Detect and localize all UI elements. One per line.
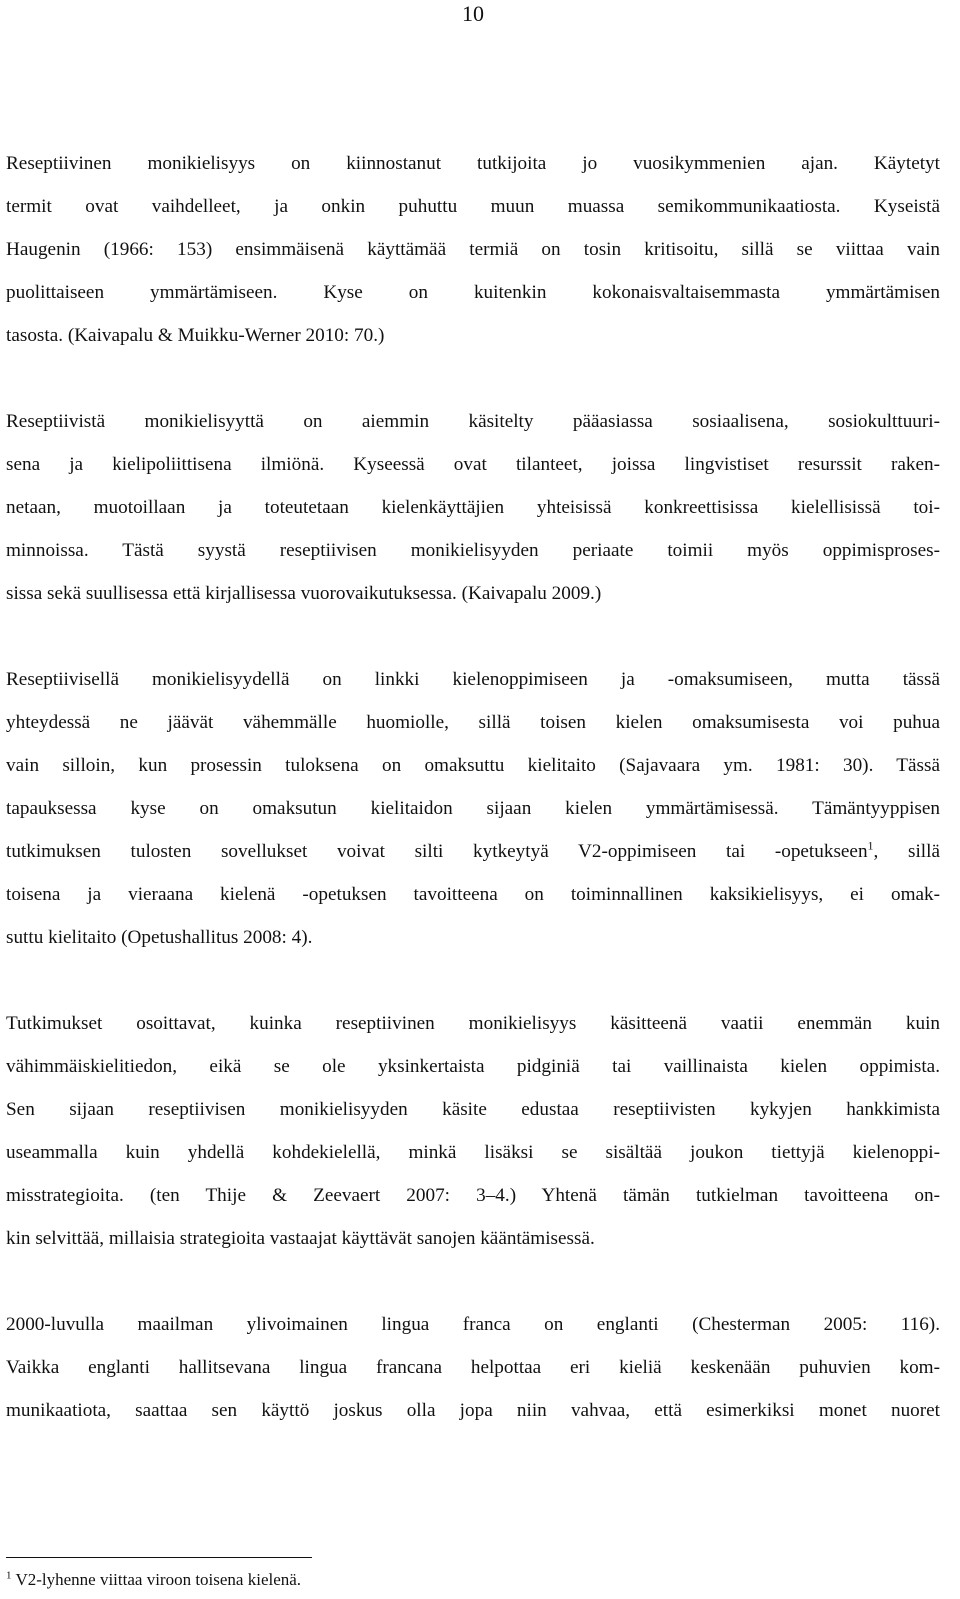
text-line: suttu kielitaito (Opetushallitus 2008: 4). bbox=[6, 927, 313, 948]
paragraph bbox=[6, 142, 940, 357]
footnote-divider bbox=[6, 1557, 312, 1558]
paragraph bbox=[6, 658, 940, 959]
paragraph bbox=[6, 1002, 940, 1260]
text-line-with-footnote bbox=[6, 830, 940, 873]
paragraph bbox=[6, 400, 940, 615]
text-line: sissa sekä suullisessa että kirjallisessa vuorovaikutuksessa. (Kaivapalu 2009.) bbox=[6, 583, 602, 604]
text-line: vain silloin, kun prosessin tuloksena on omaksuttu kielitaito (Sajavaara ym. 1981: 30). Tässä bbox=[6, 755, 940, 776]
text-line: Reseptiivinen monikielisyys on kiinnostanut tutkijoita jo vuosikymmenien ajan. Käytetyt bbox=[6, 153, 940, 174]
body-text bbox=[6, 142, 940, 1432]
text-line: Haugenin (1966: 153) ensimmäisenä käyttämää termiä on tosin kritisoitu, sillä se viittaa vain bbox=[6, 239, 940, 260]
footnote bbox=[6, 1568, 301, 1592]
text-line: minnoissa. Tästä syystä reseptiivisen monikielisyyden periaate toimii myös oppimisproses- bbox=[6, 540, 940, 561]
text-line: yhteydessä ne jäävät vähemmälle huomiolle, sillä toisen kielen omaksumisesta voi puhua bbox=[6, 712, 940, 733]
page-number: 10 bbox=[462, 1, 484, 26]
text-line: 2000-luvulla maailman ylivoimainen lingua franca on englanti (Chesterman 2005: 116). bbox=[6, 1314, 940, 1335]
text-line: munikaatiota, saattaa sen käyttö joskus olla jopa niin vahvaa, että esimerkiksi monet nuoret bbox=[6, 1400, 940, 1421]
footnote-text: V2-lyhenne viittaa viroon toisena kielenä. bbox=[15, 1570, 302, 1589]
text-line: Reseptiivisellä monikielisyydellä on linkki kielenoppimiseen ja -omaksumiseen, mutta tässä bbox=[6, 669, 940, 690]
text-line: tasosta. (Kaivapalu & Muikku-Werner 2010: 70.) bbox=[6, 325, 385, 346]
text-line: vähimmäiskielitiedon, eikä se ole yksinkertaista pidginiä tai vaillinaista kielen oppimista. bbox=[6, 1056, 940, 1077]
text-line: useammalla kuin yhdellä kohdekielellä, minkä lisäksi se sisältää joukon tiettyjä kielenoppi- bbox=[6, 1142, 940, 1163]
text-line: toisena ja vieraana kielenä -opetuksen tavoitteena on toiminnallinen kaksikielisyys, ei omak- bbox=[6, 884, 940, 905]
text-line: tapauksessa kyse on omaksutun kielitaidon sijaan kielen ymmärtämisessä. Tämäntyyppisen bbox=[6, 798, 940, 819]
text-segment: tutkimuksen tulosten sovellukset voivat silti kytkeytyä V2-oppimiseen tai -opetukseen bbox=[6, 841, 868, 862]
text-line: netaan, muotoillaan ja toteutetaan kielenkäyttäjien yhteisissä konkreettisissa kielellisissä toi- bbox=[6, 497, 940, 518]
footnote-reference[interactable]: 1 bbox=[867, 838, 874, 853]
paragraph bbox=[6, 1303, 940, 1432]
text-line: Sen sijaan reseptiivisen monikielisyyden käsite edustaa reseptiivisten kykyjen hankkimista bbox=[6, 1099, 940, 1120]
text-segment: , sillä bbox=[873, 841, 940, 862]
text-line: misstrategioita. (ten Thije & Zeevaert 2007: 3–4.) Yhtenä tämän tutkielman tavoitteena on- bbox=[6, 1185, 940, 1206]
text-line: kin selvittää, millaisia strategioita vastaajat käyttävät sanojen kääntämisessä. bbox=[6, 1228, 595, 1249]
text-line: puolittaiseen ymmärtämiseen. Kyse on kuitenkin kokonaisvaltaisemmasta ymmärtämisen bbox=[6, 282, 940, 303]
text-line: termit ovat vaihdelleet, ja onkin puhuttu muun muassa semikommunikaatiosta. Kyseistä bbox=[6, 196, 940, 217]
text-line: Vaikka englanti hallitsevana lingua francana helpottaa eri kieliä keskenään puhuvien kom- bbox=[6, 1357, 940, 1378]
text-line: Reseptiivistä monikielisyyttä on aiemmin käsitelty pääasiassa sosiaalisena, sosiokulttuuri- bbox=[6, 411, 940, 432]
footnote-marker: 1 bbox=[6, 1569, 12, 1582]
text-line: Tutkimukset osoittavat, kuinka reseptiivinen monikielisyys käsitteenä vaatii enemmän kuin bbox=[6, 1013, 940, 1034]
text-line: sena ja kielipoliittisena ilmiönä. Kyseessä ovat tilanteet, joissa lingvistiset resurssit raken- bbox=[6, 454, 940, 475]
